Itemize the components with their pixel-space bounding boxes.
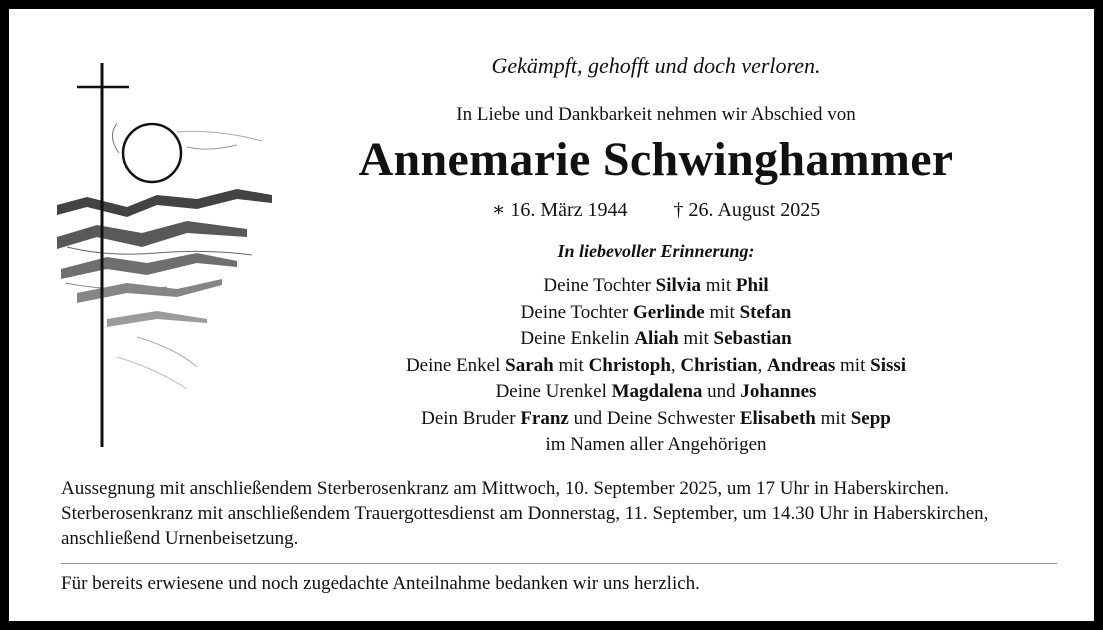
mourner-line: [299, 379, 1013, 406]
mourner-name: Franz: [520, 407, 569, 429]
mourner-text: mit: [553, 354, 589, 376]
mourner-text: und Deine Schwester: [568, 407, 740, 429]
mourner-text: Deine Enkelin: [520, 328, 635, 349]
death-date: 26. August 2025: [688, 199, 821, 221]
mourner-line: [299, 353, 1013, 380]
mourner-text: Deine Tochter: [520, 301, 633, 323]
mourner-text: mit: [815, 407, 851, 429]
life-dates: [299, 197, 1013, 222]
mourner-name: Andreas: [767, 354, 836, 376]
mourner-text: und: [702, 381, 741, 402]
birth-symbol: ∗: [491, 199, 506, 221]
deceased-name: Annemarie Schwinghammer: [358, 133, 954, 186]
mourner-name: Johannes: [740, 381, 817, 402]
mourner-line: [299, 326, 1013, 353]
landscape-icon: [57, 189, 272, 389]
mourner-line: [299, 273, 1013, 300]
mourner-name: Elisabeth: [739, 407, 816, 429]
mourner-line: [299, 300, 1013, 327]
mourner-text: Dein Bruder: [421, 407, 521, 429]
mourners-list: [299, 273, 1013, 459]
mourner-text: Deine Urenkel: [495, 381, 612, 402]
mourner-text: mit: [678, 328, 714, 349]
sun-icon: [112, 123, 262, 182]
mourner-text: mit: [835, 354, 871, 376]
memory-heading: In liebevoller Erinnerung:: [557, 241, 755, 261]
death-symbol: †: [673, 199, 684, 221]
thanks-line: Für bereits erwiesene und noch zugedachte Anteilnahme bedanken wir uns herzlich.: [61, 573, 700, 594]
mourner-line: [299, 406, 1013, 433]
mourner-text: mit: [704, 301, 740, 323]
mourner-name: Phil: [735, 275, 769, 296]
divider: [61, 563, 1057, 564]
birth-date: 16. März 1944: [510, 199, 628, 221]
mourner-name: Silvia: [655, 275, 702, 296]
mourner-text: Deine Enkel: [405, 354, 506, 376]
mourner-text: Deine Tochter: [543, 275, 656, 296]
mourner-name: Sissi: [870, 354, 907, 376]
mourner-name: Gerlinde: [632, 301, 705, 323]
mourner-line: [299, 432, 1013, 459]
mourner-text: ,: [757, 354, 767, 376]
mourner-name: Sarah: [505, 354, 554, 376]
mourner-text: ,: [670, 354, 681, 376]
mourner-name: Magdalena: [611, 381, 703, 402]
mourner-name: Christoph: [588, 354, 671, 376]
mourner-name: Sebastian: [713, 328, 792, 349]
ceremony-details: Aussegnung mit anschließendem Sterberosenkranz am Mittwoch, 10. September 2025, um 17 Uhr in Haberskirchen. Sterberosenkranz mit anschließendem Trauergottesdienst am Donnerstag, 11. September, um 14.30 Uhr in Haberskirchen, anschließend Urnenbeisetzung.: [61, 478, 989, 549]
mourner-name: Aliah: [634, 328, 679, 349]
mourner-name: Sepp: [850, 407, 891, 429]
mourner-name: Stefan: [739, 301, 792, 323]
cross-landscape-illustration: [47, 57, 287, 452]
motto: Gekämpft, gehofft und doch verloren.: [491, 53, 821, 78]
mourner-name: Christian: [680, 354, 758, 376]
mourner-text: mit: [701, 275, 736, 296]
intro-line: In Liebe und Dankbarkeit nehmen wir Abschied von: [456, 104, 856, 125]
cross-icon: [77, 63, 129, 447]
mourner-text: im Namen aller Angehörigen: [545, 434, 767, 455]
